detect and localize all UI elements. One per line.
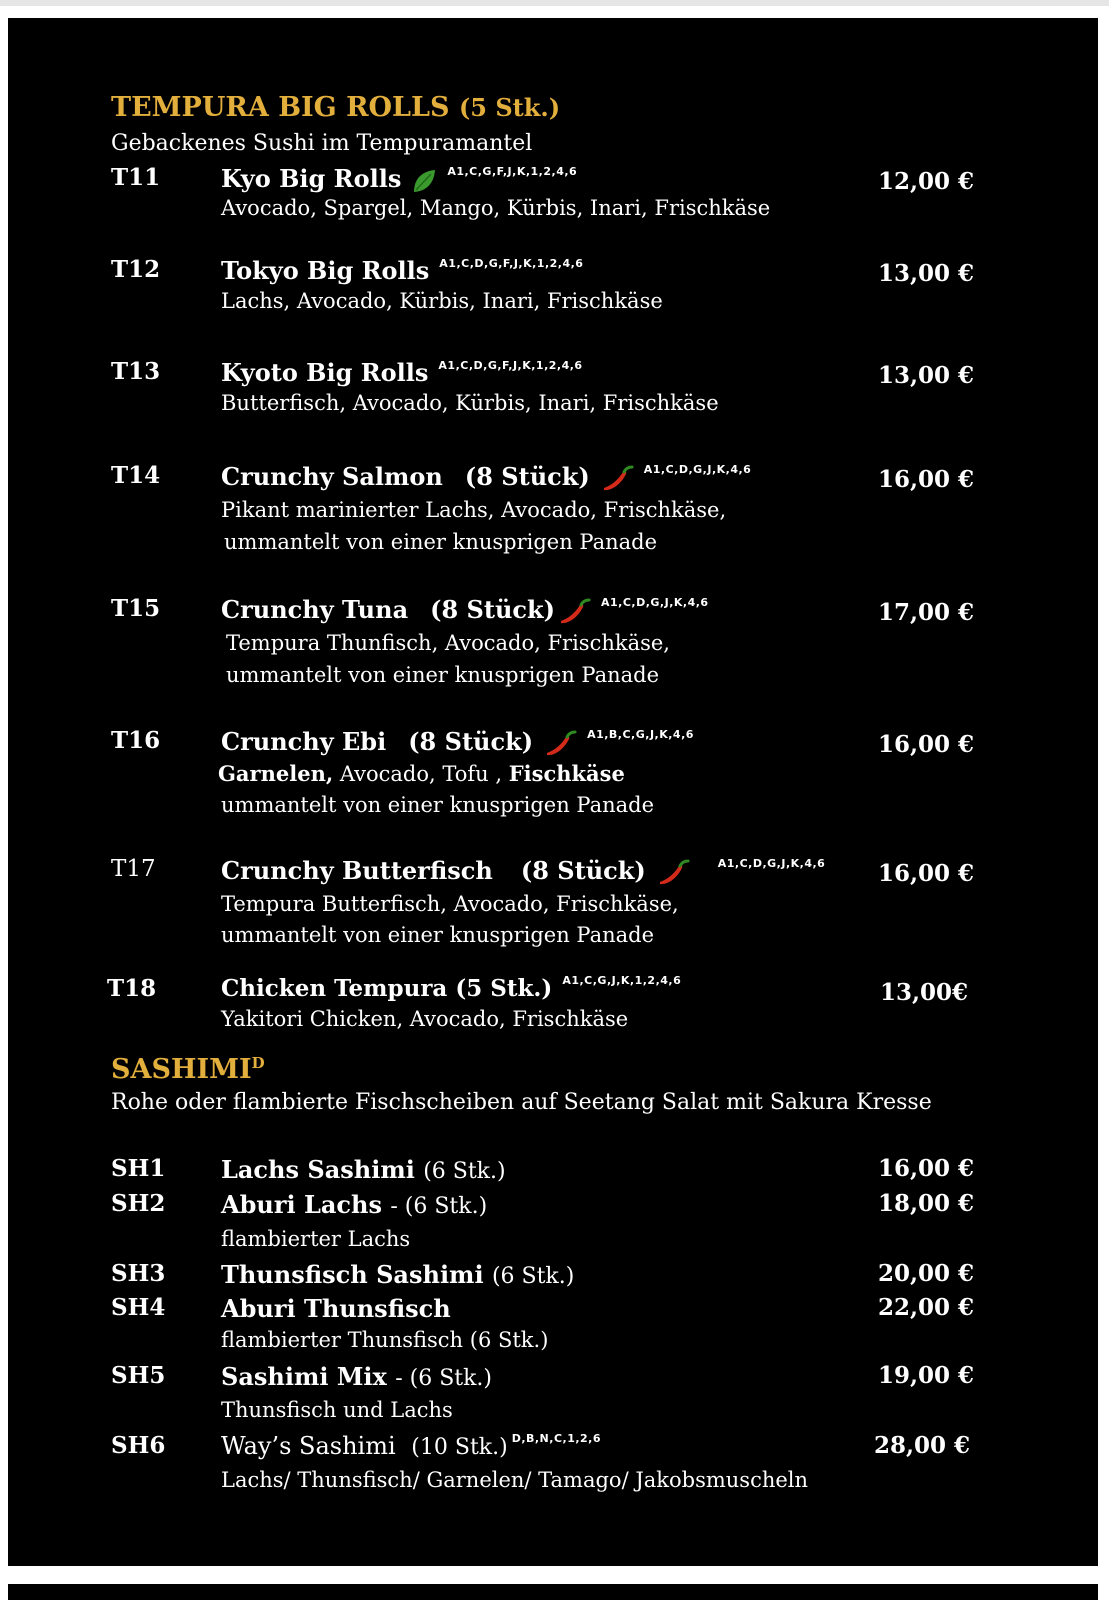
item-name xyxy=(221,1294,451,1323)
item-quantity: (8 Stück) xyxy=(520,856,646,885)
item-price: 17,00 € xyxy=(877,599,974,626)
item-name-text: Thunsfisch Sashimi xyxy=(221,1260,484,1289)
item-description-line-1: Pikant marinierter Lachs, Avocado, Frischkäse, xyxy=(221,498,727,522)
item-name-text: Crunchy Butterfisch xyxy=(221,856,493,885)
section-subtitle-tempura: Gebackenes Sushi im Tempuramantel xyxy=(111,131,533,156)
item-price: 18,00 € xyxy=(877,1190,974,1217)
item-price: 19,00 € xyxy=(877,1362,974,1389)
desc-bold-shrimp: Garnelen, xyxy=(218,761,334,786)
leaf-icon xyxy=(411,168,437,194)
item-allergens: A1,B,C,G,J,K,4,6 xyxy=(587,728,694,741)
section-title-allergen: D xyxy=(251,1054,265,1072)
item-code: T13 xyxy=(111,358,161,385)
item-code: SH5 xyxy=(111,1362,166,1389)
item-allergens: A1,C,D,G,F,J,K,1,2,4,6 xyxy=(438,359,583,372)
item-name xyxy=(221,856,825,888)
item-name-text: Chicken Tempura (5 Stk.) xyxy=(221,975,553,1002)
item-code: T14 xyxy=(111,462,161,489)
item-description: flambierter Thunsfisch (6 Stk.) xyxy=(221,1328,549,1352)
item-description-line-2: ummantelt von einer knusprigen Panade xyxy=(224,530,658,554)
item-code: T17 xyxy=(111,856,156,882)
item-quantity: (6 Stk.) xyxy=(423,1159,506,1184)
next-page-edge xyxy=(8,1584,1098,1600)
item-name xyxy=(221,462,751,494)
item-name-text: Crunchy Tuna xyxy=(221,595,409,624)
item-allergens: A1,C,G,J,K,1,2,4,6 xyxy=(562,974,682,987)
item-name xyxy=(221,1432,601,1460)
item-name xyxy=(221,1260,574,1289)
item-description: Yakitori Chicken, Avocado, Frischkäse xyxy=(221,1007,629,1031)
item-description-line-2: ummantelt von einer knusprigen Panade xyxy=(221,923,655,947)
item-name xyxy=(221,358,583,387)
item-allergens: A1,C,D,G,F,J,K,1,2,4,6 xyxy=(439,257,584,270)
item-code: SH3 xyxy=(111,1260,166,1287)
section-title-text: SASHIMI xyxy=(111,1054,252,1085)
item-price: 16,00 € xyxy=(877,1155,974,1182)
section-title-text: TEMPURA BIG ROLLS xyxy=(111,92,450,123)
item-name-text: Aburi Lachs xyxy=(221,1190,382,1219)
item-name xyxy=(221,164,577,194)
item-name xyxy=(221,256,583,285)
item-code: T15 xyxy=(111,595,161,622)
section-title-tempura xyxy=(111,92,560,123)
item-description-line-2: ummantelt von einer knusprigen Panade xyxy=(221,793,655,817)
chili-pepper-icon xyxy=(543,729,577,759)
item-price: 16,00 € xyxy=(877,466,974,493)
item-allergens: A1,C,D,G,J,K,4,6 xyxy=(717,857,826,870)
item-description-line-2: ummantelt von einer knusprigen Panade xyxy=(226,663,660,687)
chili-pepper-icon xyxy=(557,597,591,627)
item-allergens: A1,C,G,F,J,K,1,2,4,6 xyxy=(447,165,578,178)
item-quantity: - (6 Stk.) xyxy=(395,1366,493,1391)
item-code: T12 xyxy=(111,256,161,283)
item-code: SH2 xyxy=(111,1190,166,1217)
item-name xyxy=(221,1190,487,1219)
item-code: SH4 xyxy=(111,1294,166,1321)
item-name-text: Crunchy Salmon xyxy=(221,462,443,491)
item-name-text: Kyoto Big Rolls xyxy=(221,358,429,387)
item-name xyxy=(221,1155,506,1184)
item-description: Thunsfisch und Lachs xyxy=(221,1398,453,1422)
item-description-line-1: Tempura Thunfisch, Avocado, Frischkäse, xyxy=(226,631,670,655)
item-name-text: Lachs Sashimi xyxy=(221,1155,415,1184)
item-description: Butterfisch, Avocado, Kürbis, Inari, Frischkäse xyxy=(221,391,719,415)
item-price: 28,00 € xyxy=(873,1432,970,1459)
item-code: T18 xyxy=(107,975,157,1002)
item-code: SH1 xyxy=(111,1155,166,1182)
item-code: T11 xyxy=(111,164,161,191)
item-name xyxy=(221,1362,492,1391)
section-title-sashimi xyxy=(111,1054,265,1085)
item-description: Lachs, Avocado, Kürbis, Inari, Frischkäse xyxy=(221,289,663,313)
item-quantity: (10 Stk.) xyxy=(411,1435,508,1460)
section-subtitle-sashimi: Rohe oder flambierte Fischscheiben auf Seetang Salat mit Sakura Kresse xyxy=(111,1090,932,1115)
item-quantity: (8 Stück) xyxy=(464,462,590,491)
item-description-line-1 xyxy=(218,761,625,786)
item-name xyxy=(221,595,709,627)
item-code: SH6 xyxy=(111,1432,166,1459)
menu-page xyxy=(8,18,1098,1566)
chili-pepper-icon xyxy=(600,464,634,494)
item-code: T16 xyxy=(111,727,161,754)
item-name-text: Tokyo Big Rolls xyxy=(221,256,430,285)
item-name-text: Kyo Big Rolls xyxy=(221,164,402,193)
item-quantity: - (6 Stk.) xyxy=(390,1194,488,1219)
item-name-text: Crunchy Ebi xyxy=(221,727,387,756)
item-description: Lachs/ Thunsfisch/ Garnelen/ Tamago/ Jakobsmuscheln xyxy=(221,1468,809,1492)
item-description-line-1: Tempura Butterfisch, Avocado, Frischkäse, xyxy=(221,892,679,916)
item-price: 13,00€ xyxy=(879,979,968,1006)
item-price: 16,00 € xyxy=(877,860,974,887)
chili-pepper-icon xyxy=(656,858,690,888)
item-price: 22,00 € xyxy=(877,1294,974,1321)
top-divider xyxy=(0,0,1109,6)
item-description: Avocado, Spargel, Mango, Kürbis, Inari, Frischkäse xyxy=(221,196,771,220)
item-price: 16,00 € xyxy=(877,731,974,758)
item-allergens: A1,C,D,G,J,K,4,6 xyxy=(643,463,752,476)
item-quantity: (8 Stück) xyxy=(430,595,555,624)
item-name-text: Way’s Sashimi xyxy=(221,1432,396,1460)
item-allergens: D,B,N,C,1,2,6 xyxy=(511,1432,602,1445)
item-quantity: (6 Stk.) xyxy=(491,1264,575,1289)
section-title-unit: (5 Stk.) xyxy=(458,93,561,122)
item-price: 13,00 € xyxy=(877,260,974,287)
item-quantity: (8 Stück) xyxy=(408,727,534,756)
item-name xyxy=(221,975,681,1002)
item-price: 20,00 € xyxy=(877,1260,974,1287)
item-name-text: Aburi Thunsfisch xyxy=(221,1294,451,1323)
item-allergens: A1,C,D,G,J,K,4,6 xyxy=(601,596,709,609)
item-name-text: Sashimi Mix xyxy=(221,1362,387,1391)
item-price: 12,00 € xyxy=(877,168,974,195)
item-name xyxy=(221,727,694,759)
item-price: 13,00 € xyxy=(877,362,974,389)
desc-bold-cheese: Fischkäse xyxy=(508,761,625,786)
desc-middle: Avocado, Tofu , xyxy=(333,762,503,786)
item-description: flambierter Lachs xyxy=(221,1227,411,1251)
